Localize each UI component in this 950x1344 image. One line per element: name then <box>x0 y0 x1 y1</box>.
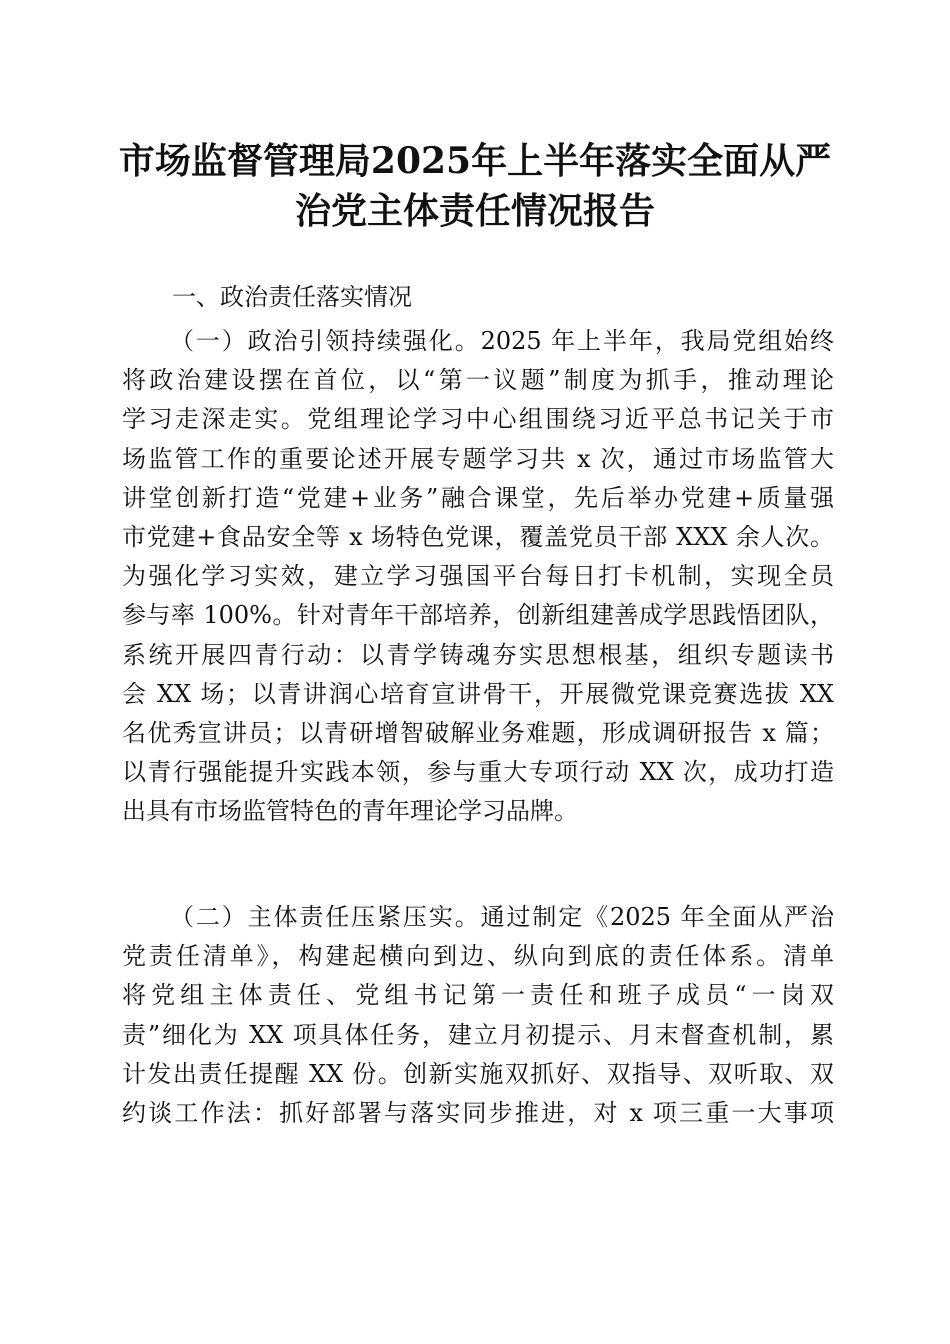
title-line-1: 市场监督管理局2025年上半年落实全面从严 <box>118 140 832 182</box>
paragraph-line: 党责任清单》，构建起横向到边、纵向到底的责任体系。清单 <box>122 942 834 971</box>
document-title <box>100 136 850 236</box>
paragraph-line: 参与率 100%。针对青年干部培养，创新组建善成学思践悟团队， <box>122 601 834 630</box>
paragraph-line: 系统开展四青行动：以青学铸魂夯实思想根基，组织专题读书 <box>122 640 834 669</box>
paragraph-line: 学习走深走实。党组理论学习中心组围绕习近平总书记关于市 <box>122 405 834 434</box>
paragraph-line: 讲堂创新打造“党建+业务”融合课堂，先后举办党建+质量强 <box>122 483 834 512</box>
paragraph-line: 责”细化为 XX 项具体任务，建立月初提示、月末督查机制，累 <box>122 1020 834 1049</box>
paragraph-line: 计发出责任提醒 XX 份。创新实施双抓好、双指导、双听取、双 <box>122 1059 834 1088</box>
paragraph-line: 为强化学习实效，建立学习强国平台每日打卡机制，实现全员 <box>122 562 834 591</box>
paragraph-line: 出具有市场监管特色的青年理论学习品牌。 <box>122 797 578 826</box>
paragraph-line: 市党建+食品安全等 x 场特色党课，覆盖党员干部 XXX 余人次。 <box>122 522 834 551</box>
paragraph-main-responsibility <box>122 898 834 1133</box>
paragraph-line: 以青行强能提升实践本领，参与重大专项行动 XX 次，成功打造 <box>122 758 834 787</box>
paragraph-political-leadership <box>122 322 834 831</box>
paragraph-line: （一）政治引领持续强化。2025 年上半年，我局党组始终 <box>170 327 834 355</box>
paragraph-line: 将党组主体责任、党组书记第一责任和班子成员“一岗双 <box>122 981 834 1010</box>
paragraph-line: 约谈工作法：抓好部署与落实同步推进，对 x 项三重一大事项 <box>122 1098 834 1127</box>
paragraph-line: 场监管工作的重要论述开展专题学习共 x 次，通过市场监管大 <box>122 444 834 473</box>
paragraph-line: 名优秀宣讲员；以青研增智破解业务难题，形成调研报告 x 篇； <box>122 718 834 747</box>
title-line-2: 治党主体责任情况报告 <box>294 190 655 232</box>
paragraph-line: 会 XX 场；以青讲润心培育宣讲骨干，开展微党课竞赛选拔 XX <box>122 679 834 708</box>
section-heading: 一、政治责任落实情况 <box>172 283 412 311</box>
paragraph-line: 将政治建设摆在首位，以“第一议题”制度为抓手，推动理论 <box>122 366 834 395</box>
paragraph-line: （二）主体责任压紧压实。通过制定《2025 年全面从严治 <box>170 903 834 931</box>
